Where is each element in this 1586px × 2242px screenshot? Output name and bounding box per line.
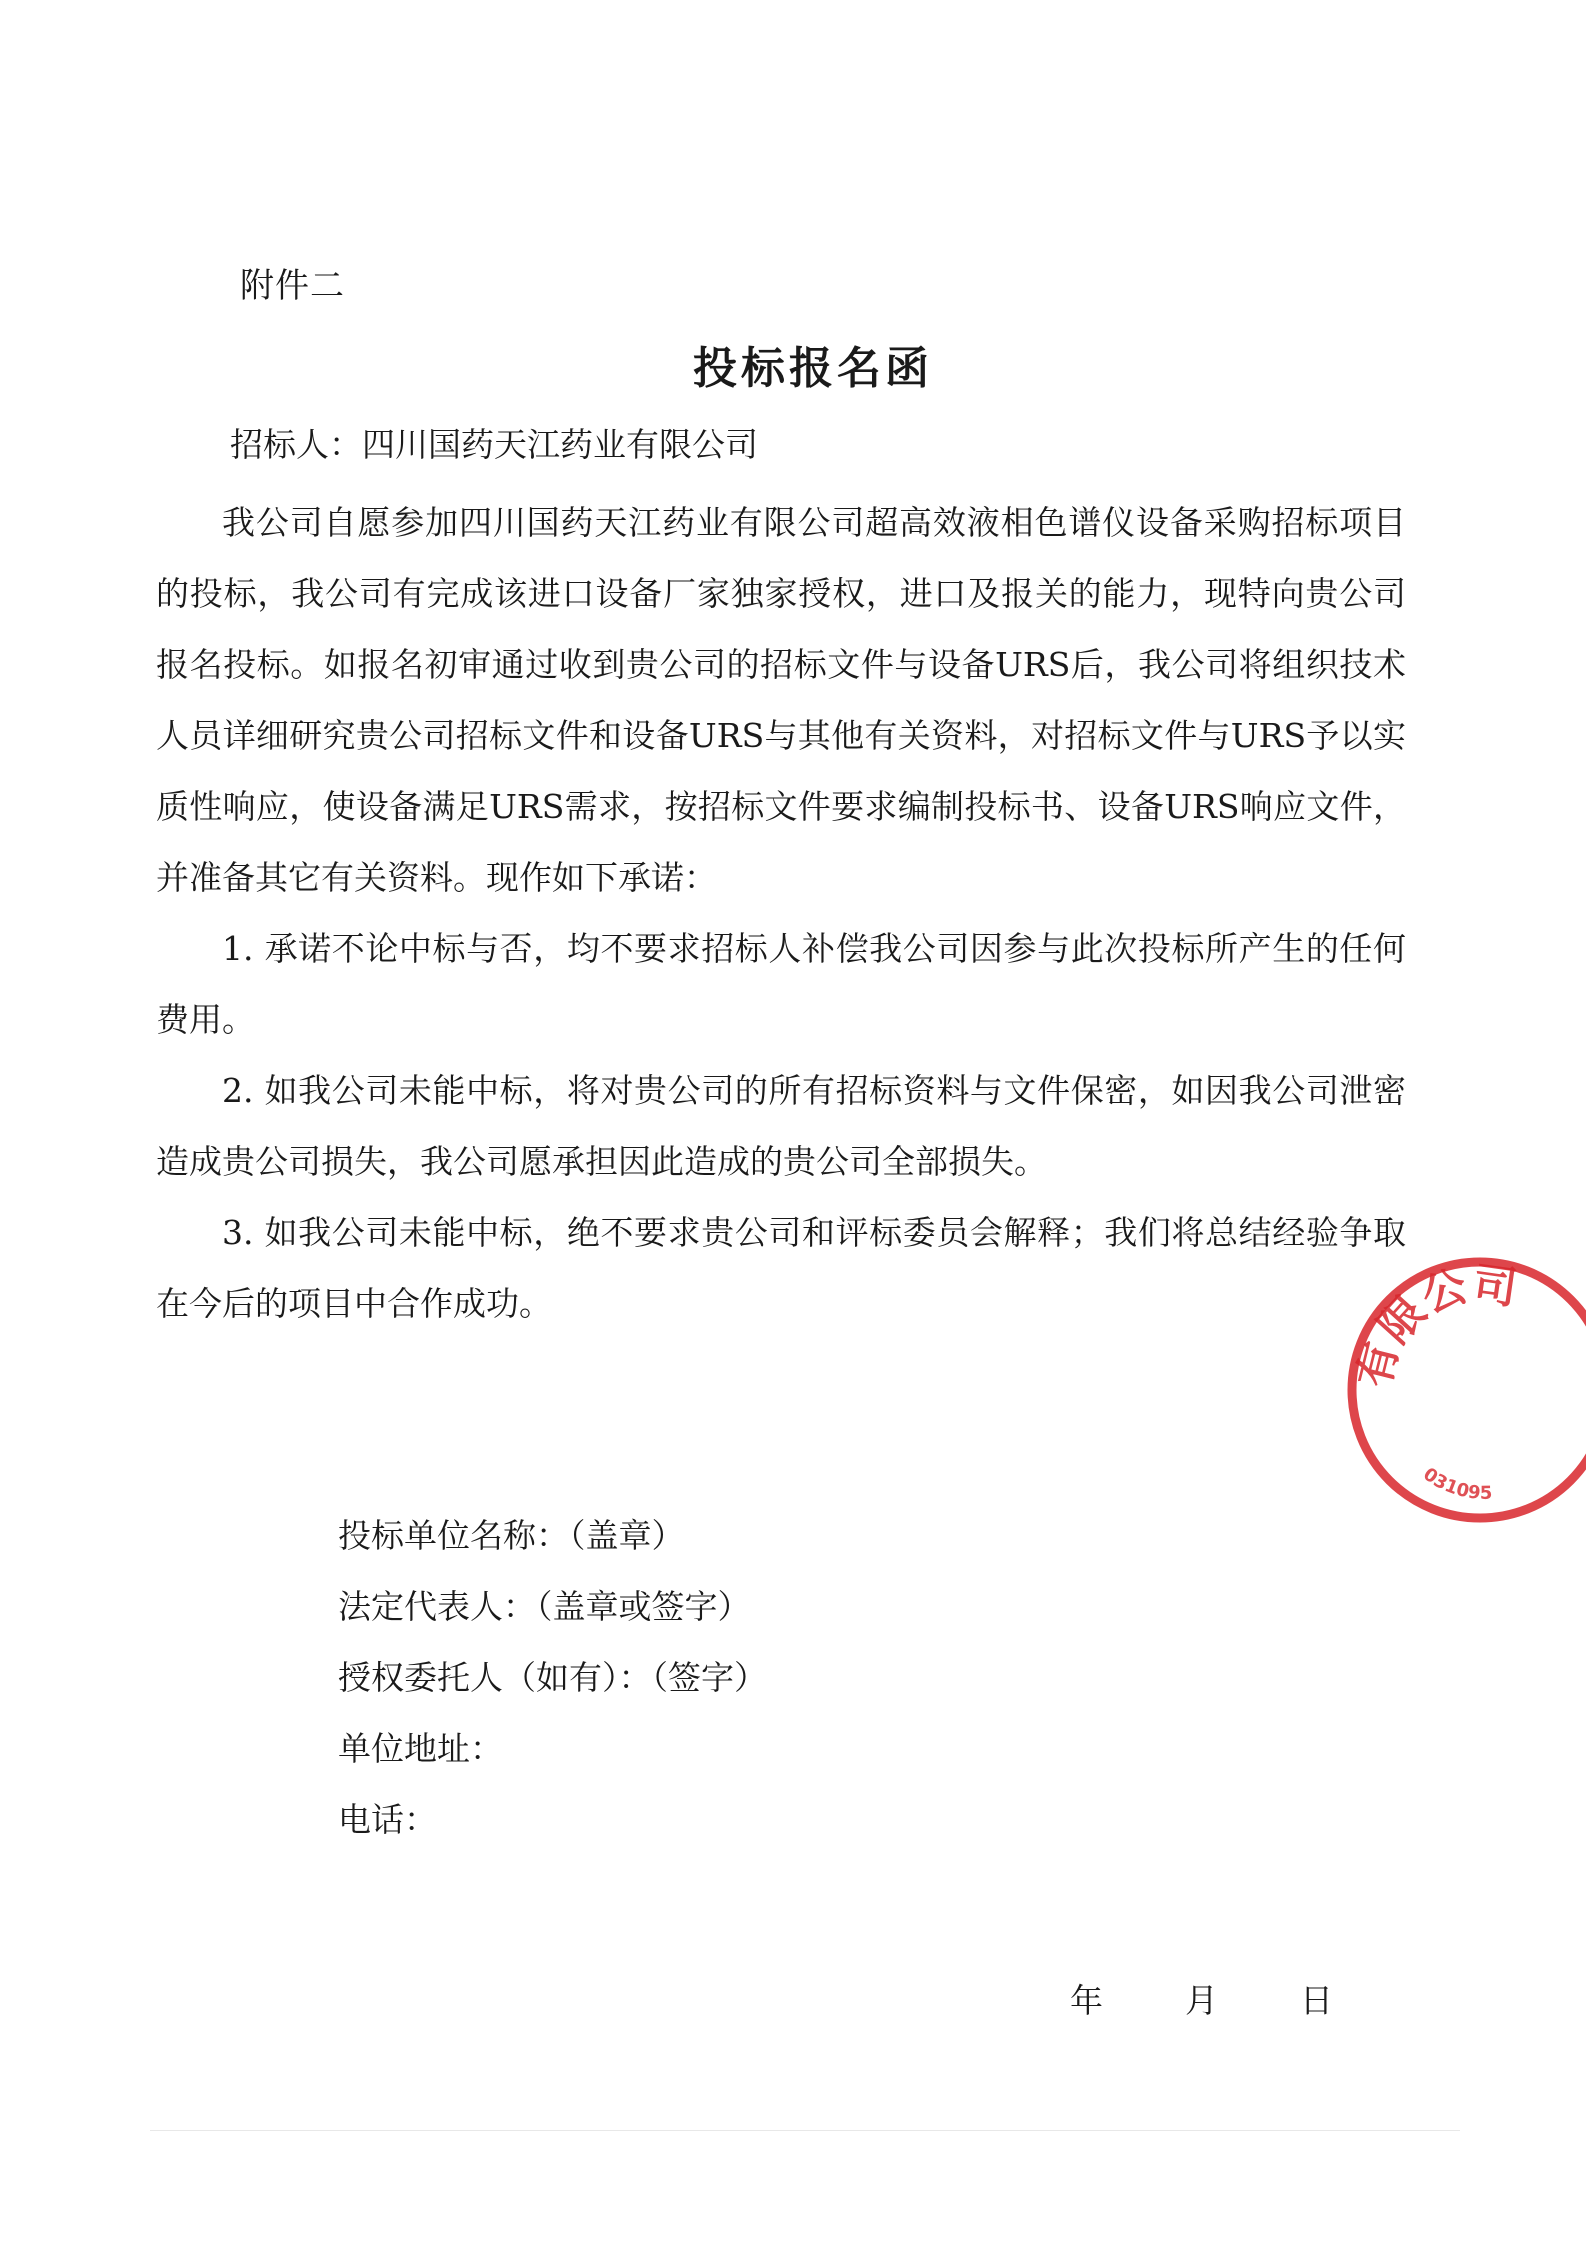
unit-name-field: 投标单位名称：（盖章） bbox=[338, 1516, 685, 1555]
date-month: 月 bbox=[1185, 1981, 1218, 2020]
footer-divider bbox=[150, 2130, 1460, 2131]
intro-paragraph: 我公司自愿参加四川国药天江药业有限公司超高效液相色谱仪设备采购招标项目的投标，我公司有完成该进口设备厂家独家授权，进口及报关的能力，现特向贵公司报名投标。如报名初审通过收到贵公司的招标文件与设备URS后，我公司将组织技术人员详细研究贵公司招标文件和设备URS与其他有关资料，对招标文件与URS予以实质性响应，使设备满足URS需求，按招标文件要求编制投标书、设备URS响应文件，并准备其它有关资料。现作如下承诺： bbox=[156, 503, 1406, 897]
legal-rep-field: 法定代表人：（盖章或签字） bbox=[338, 1587, 751, 1626]
authorized-agent-field: 授权委托人（如有）：（签字） bbox=[338, 1658, 767, 1697]
date-line bbox=[1070, 1975, 1333, 2022]
phone-field: 电话： bbox=[338, 1800, 437, 1839]
attachment-label: 附件二 bbox=[240, 266, 345, 306]
recipient-name: 四川国药天江药业有限公司 bbox=[362, 425, 758, 464]
commitment-2: 2. 如我公司未能中标，将对贵公司的所有招标资料与文件保密，如因我公司泄密造成贵公司损失，我公司愿承担因此造成的贵公司全部损失。 bbox=[156, 1071, 1406, 1181]
signature-block bbox=[338, 1500, 767, 1855]
body-text bbox=[156, 487, 1406, 1339]
seal-number: 031095 bbox=[1419, 1463, 1493, 1504]
date-year: 年 bbox=[1070, 1981, 1103, 2020]
date-day: 日 bbox=[1300, 1981, 1333, 2020]
document-title: 投标报名函 bbox=[693, 343, 933, 394]
commitment-3: 3. 如我公司未能中标，绝不要求贵公司和评标委员会解释；我们将总结经验争取在今后的项目中合作成功。 bbox=[156, 1213, 1406, 1323]
recipient-label: 招标人： bbox=[230, 425, 362, 464]
address-field: 单位地址： bbox=[338, 1729, 503, 1768]
commitment-1: 1. 承诺不论中标与否，均不要求招标人补偿我公司因参与此次投标所产生的任何费用。 bbox=[156, 929, 1406, 1039]
recipient-line bbox=[230, 425, 758, 465]
seal-text: 有限公司 bbox=[1348, 1258, 1521, 1393]
company-seal-stamp bbox=[1330, 1240, 1586, 1540]
